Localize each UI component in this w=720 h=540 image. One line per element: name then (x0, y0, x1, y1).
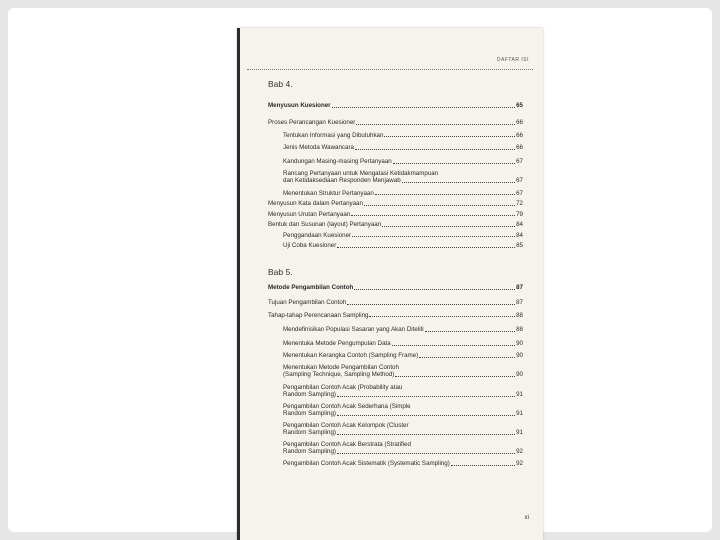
toc-entry-title: Random Sampling) (283, 410, 336, 417)
leader-dots (425, 331, 515, 332)
toc-entry-page: 66 (516, 144, 523, 151)
chapter-5-heading: Bab 5. (268, 267, 293, 277)
toc-entry-page: 92 (516, 460, 523, 467)
toc-entry-page: 66 (516, 119, 523, 126)
toc-entry (268, 326, 523, 333)
toc-entry-page: 67 (516, 158, 523, 165)
header-rule (247, 69, 533, 70)
toc-entry (268, 211, 523, 218)
toc-entry (268, 190, 523, 197)
leader-dots (352, 236, 515, 237)
toc-entry (268, 384, 523, 398)
toc-entry-title: Uji Coba Kuesioner (283, 242, 337, 249)
leader-dots (356, 124, 515, 125)
toc-entry (268, 232, 523, 239)
toc-entry-title: Menentukan Struktur Pertanyaan (283, 189, 374, 197)
chapter-4-heading: Bab 4. (268, 79, 293, 89)
toc-entry-page: 66 (516, 131, 523, 139)
toc-entry (268, 102, 523, 109)
toc-entry-page: 67 (516, 189, 523, 197)
toc-entry-title: Tahap-tahap Perencanaan Sampling (268, 311, 369, 319)
toc-entry (268, 340, 523, 347)
toc-entry-line1: Pengambilan Contoh Acak Berstrata (Stratified (283, 441, 411, 448)
leader-dots (402, 182, 515, 183)
toc-entry (268, 170, 523, 184)
toc-entry (268, 242, 523, 249)
toc-entry (268, 221, 523, 228)
toc-entry (268, 284, 523, 291)
toc-entry-title: Penggandaan Kuesioner (283, 231, 352, 239)
toc-entry-line1: Rancang Pertanyaan untuk Mengatasi Ketidakmampuan (283, 170, 439, 177)
leader-dots (395, 376, 515, 377)
toc-entry-page: 67 (516, 177, 523, 184)
leader-dots (347, 304, 515, 305)
toc-entry-title: (Sampling Technique, Sampling Method) (283, 371, 395, 378)
toc-entry-page: 87 (516, 284, 523, 291)
toc-entry (268, 403, 523, 417)
leader-dots (369, 316, 515, 317)
toc-entry-page: 91 (516, 391, 523, 398)
toc-entry-page: 79 (516, 210, 523, 218)
leader-dots (382, 226, 515, 227)
toc-entry (268, 144, 523, 151)
leader-dots (351, 215, 515, 216)
leader-dots (354, 289, 515, 290)
toc-entry-page: 85 (516, 242, 523, 249)
leader-dots (375, 194, 515, 195)
toc-entry-page: 91 (516, 410, 523, 417)
toc-entry-line1: Pengambilan Contoh Acak Kelompok (Cluster (283, 422, 409, 429)
toc-entry-line1: Menentukan Metode Pengambilan Contoh (283, 364, 399, 371)
toc-entry-page: 84 (516, 221, 523, 228)
leader-dots (337, 434, 515, 435)
toc-entry-page: 72 (516, 200, 523, 207)
leader-dots (419, 357, 515, 358)
toc-entry-title: Menyusun Urutan Pertanyaan (268, 210, 351, 218)
toc-entry-title: Tujuan Pengambilan Contoh (268, 299, 347, 306)
toc-entry-page: 91 (516, 429, 523, 436)
toc-entry (268, 312, 523, 319)
toc-entry-page: 88 (516, 311, 523, 319)
leader-dots (384, 136, 515, 137)
leader-dots (364, 205, 515, 206)
toc-entry-title: Random Sampling) (283, 391, 336, 398)
leader-dots (355, 149, 515, 150)
toc-entry-line1: Pengambilan Contoh Acak Sederhana (Simple (283, 403, 411, 410)
leader-dots (337, 453, 515, 454)
toc-entry-page: 90 (516, 371, 523, 378)
toc-entry-title: Jenis Metoda Wawancara (283, 144, 354, 151)
toc-entry-title: Tentukan Informasi yang Dibutuhkan (283, 131, 384, 139)
leader-dots (451, 465, 515, 466)
running-header: DAFTAR ISI (496, 57, 529, 63)
toc-entry (268, 441, 523, 455)
toc-entry-page: 90 (516, 340, 523, 347)
toc-entry-page: 88 (516, 326, 523, 333)
toc-entry-title: Metode Pengambilan Contoh (268, 284, 354, 291)
toc-entry-page: 65 (516, 102, 523, 109)
toc-entry-title: dan Ketidaksediaan Responden Menjawab (283, 177, 401, 184)
leader-dots (392, 345, 515, 346)
leader-dots (332, 107, 516, 108)
toc-entry (268, 132, 523, 139)
leader-dots (393, 163, 515, 164)
toc-entry-title: Random Sampling) (283, 448, 336, 455)
toc-entry-title: Kandungan Masing-masing Pertanyaan (283, 158, 392, 165)
book-page (237, 28, 543, 540)
toc-entry-page: 87 (516, 299, 523, 306)
toc-entry-title: Proses Perancangan Kuesioner (268, 119, 356, 126)
toc-entry-title: Bentuk dan Susunan (layout) Pertanyaan (268, 221, 382, 228)
toc-entry-page: 90 (516, 352, 523, 359)
leader-dots (337, 247, 515, 248)
toc-entry-line1: Pengambilan Contoh Acak (Probability atau (283, 384, 403, 391)
toc-entry-title: Menentuka Metode Pengumpulan Data (283, 340, 391, 347)
toc-entry (268, 299, 523, 306)
toc-entry-title: Random Sampling) (283, 429, 336, 436)
toc-entry (268, 200, 523, 207)
toc-entry-title: Menyusun Kuesioner (268, 102, 331, 109)
toc-entry (268, 422, 523, 436)
toc-entry (268, 460, 523, 467)
toc-entry-page: 92 (516, 448, 523, 455)
toc-entry-title: Pengambilan Contoh Acak Sistematik (Systematic Sampling) (283, 460, 450, 467)
leader-dots (337, 396, 515, 397)
page-binding-edge (237, 28, 240, 540)
toc-entry-title: Menyusun Kata dalam Pertanyaan (268, 200, 363, 207)
toc-entry (268, 158, 523, 165)
toc-entry (268, 364, 523, 378)
toc-entry-title: Menentukan Kerangka Contoh (Sampling Frame) (283, 352, 419, 359)
toc-entry-title: Mendefinisikan Populasi Sasaran yang Akan Diteliti (283, 326, 424, 333)
page-number: xi (524, 515, 529, 521)
toc-entry-page: 84 (516, 231, 523, 239)
toc-entry (268, 352, 523, 359)
leader-dots (337, 415, 515, 416)
toc-entry (268, 119, 523, 126)
